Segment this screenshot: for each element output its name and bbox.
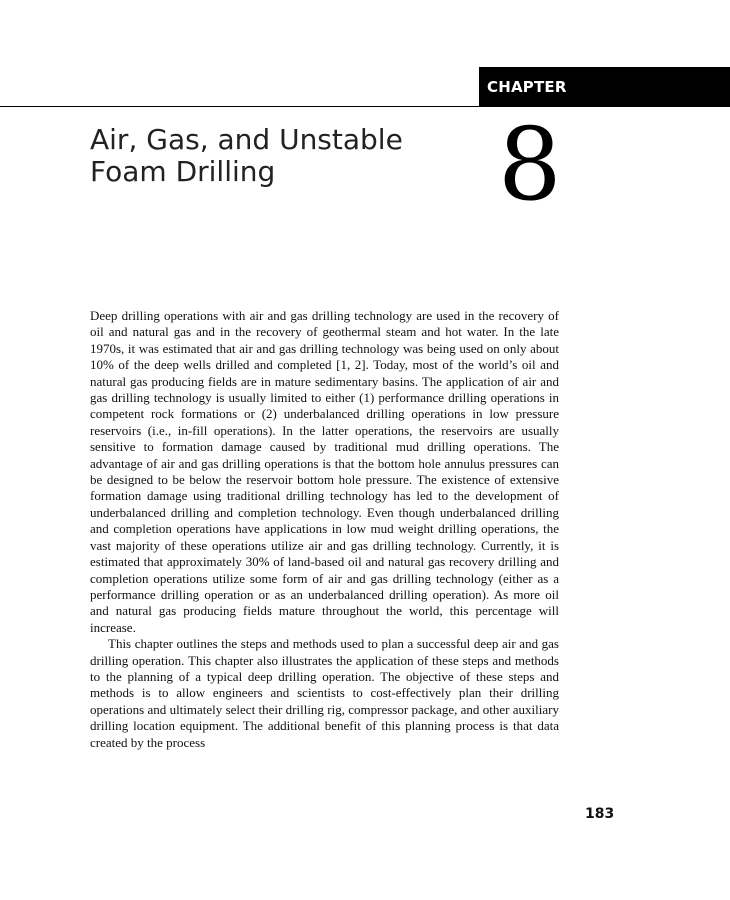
- chapter-title-line-2: Foam Drilling: [90, 155, 276, 188]
- chapter-number: 8: [498, 106, 562, 223]
- chapter-label: CHAPTER: [479, 67, 730, 107]
- chapter-title-line-1: Air, Gas, and Unstable: [90, 123, 403, 156]
- paragraph-1: Deep drilling operations with air and gas drilling technology are used in the recovery of oil and natural gas and in the recovery of geothermal steam and hot water. In the late 1970s, it was estimated that air and gas drilling technology was being used on only about 10% of the deep wells drilled and completed [1, 2]. Today, most of the world’s oil and natural gas producing fields are in mature sedimentary basins. The application of air and gas drilling technology is usually limited to either (1) performance drilling operations in competent rock formations or (2) underbalanced drilling operations in low pressure reservoirs (i.e., in-fill operations). In the latter operations, the reservoirs are usually sensitive to formation damage caused by traditional mud drilling operations. The advantage of air and gas drilling operations is that the bottom hole annulus pressures can be designed to be below the reservoir bottom hole pressure. The existence of extensive formation damage using traditional drilling technology has led to the development of underbalanced drilling and completion technology. Even though underbalanced drilling and completion operations have applications in low mud weight drilling operations, the vast majority of these operations utilize air and gas drilling technology. Currently, it is estimated that approximately 30% of land-based oil and natural gas recovery drilling and completion operations utilize some form of air and gas drilling technology (either as a performance drilling operation or as an underbalanced drilling operation). As more oil and natural gas producing fields mature throughout the world, this percentage will increase.: [90, 308, 559, 635]
- body-text: [90, 308, 559, 751]
- chapter-title: [90, 124, 450, 188]
- paragraph-2: This chapter outlines the steps and methods used to plan a successful deep air and gas drilling operation. This chapter also illustrates the application of these steps and methods to the planning of a typical deep drilling operation. The objective of these steps and methods is to allow engineers and scientists to cost-effectively plan their drilling operations and ultimately select their drilling rig, compressor package, and other auxiliary drilling location equipment. The additional benefit of this planning process is that data created by the process: [90, 636, 559, 750]
- page-number: 183: [585, 806, 615, 822]
